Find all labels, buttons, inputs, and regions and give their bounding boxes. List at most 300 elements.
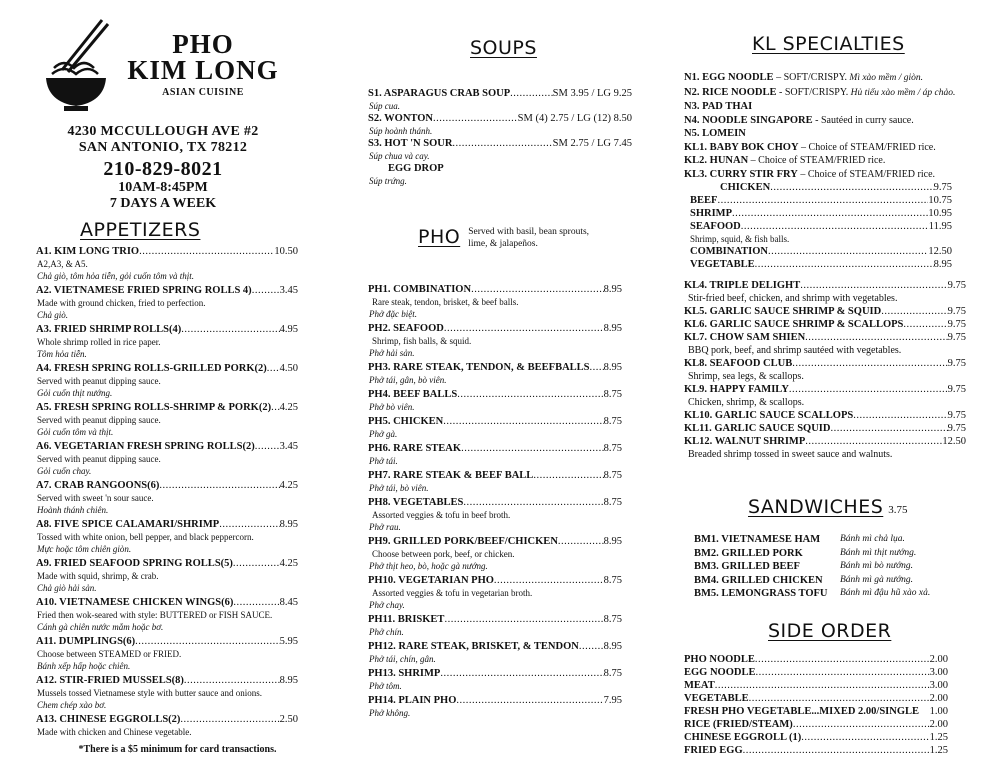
menu-item-row xyxy=(684,194,952,207)
protein-option xyxy=(684,207,966,220)
item-description: – Choice of STEAM/FRIED rice. xyxy=(797,168,936,180)
item-price: 10.95 xyxy=(928,208,952,219)
item-name: PH7. RARE STEAK & BEEF BALL xyxy=(368,470,534,481)
menu-item xyxy=(36,245,298,282)
egg-drop-label: EGG DROP xyxy=(388,163,444,174)
item-name: PH10. VEGETARIAN PHO xyxy=(368,575,494,586)
menu-item-row xyxy=(684,705,948,718)
phone-number: 210-829-8021 xyxy=(103,158,223,180)
menu-item-row xyxy=(36,440,298,453)
item-description: Choose between STEAMED or FRIED. xyxy=(37,649,182,659)
leader-dots xyxy=(558,535,604,548)
item-name: PH11. BRISKET xyxy=(368,614,445,625)
menu-item-row xyxy=(368,361,622,374)
item-price: 1.00 xyxy=(929,706,948,717)
item-vietnamese-name: Phở tôm. xyxy=(369,681,402,691)
menu-item xyxy=(368,613,622,638)
item-vietnamese-name: Bánh mì chả lụa. xyxy=(840,534,905,544)
menu-item xyxy=(36,284,298,321)
item-description: A2,A3, & A5. xyxy=(37,259,88,269)
item-vietnamese-name: Chả giò, tôm hỏa tiễn, gỏi cuốn tôm và thịt. xyxy=(37,271,194,281)
kl-noodle-item xyxy=(684,71,966,86)
menu-item-row xyxy=(368,283,622,296)
item-name: PHO NOODLE xyxy=(684,654,755,665)
menu-item-row xyxy=(684,692,948,705)
menu-item xyxy=(36,362,298,399)
menu-item xyxy=(368,415,622,440)
menu-item-row xyxy=(36,284,298,297)
kl-specialties-list xyxy=(684,71,966,461)
leader-dots xyxy=(715,679,930,692)
menu-item xyxy=(368,694,622,719)
item-price: 8.95 xyxy=(279,675,298,686)
item-price: 1.25 xyxy=(929,745,948,756)
item-name: BM1. VIETNAMESE HAM xyxy=(694,534,821,545)
item-price: 12.50 xyxy=(942,436,966,447)
item-vietnamese-name: Mì xào mềm / giòn. xyxy=(847,73,924,83)
leader-dots xyxy=(233,557,280,570)
item-price: 1.25 xyxy=(929,732,948,743)
item-price: 3.00 xyxy=(929,667,948,678)
menu-item-row xyxy=(36,596,298,609)
leader-dots xyxy=(755,653,930,666)
leader-dots xyxy=(271,401,280,414)
appetizers-list xyxy=(36,245,298,740)
leader-dots xyxy=(768,245,928,258)
menu-item xyxy=(368,640,622,665)
menu-item-row xyxy=(368,496,622,509)
leader-dots xyxy=(494,574,604,587)
item-name: A8. FIVE SPICE CALAMARI/SHRIMP xyxy=(36,519,220,530)
menu-item-row xyxy=(36,635,298,648)
sandwich-item xyxy=(694,533,964,547)
menu-item xyxy=(684,383,966,409)
item-name: PH2. SEAFOOD xyxy=(368,323,444,334)
sandwich-item xyxy=(694,560,964,574)
leader-dots xyxy=(770,181,933,194)
item-name: PH12. RARE STEAK, BRISKET, & TENDON xyxy=(368,641,579,652)
menu-item xyxy=(36,518,298,555)
item-name: N4. NOODLE SINGAPORE xyxy=(684,114,813,126)
menu-item-row xyxy=(36,401,298,414)
item-price: 9.75 xyxy=(947,384,966,395)
item-name: SEAFOOD xyxy=(690,221,741,232)
item-vietnamese-name: Gỏi cuốn tôm và thịt. xyxy=(37,427,114,437)
leader-dots xyxy=(805,435,942,448)
item-price: 9.75 xyxy=(947,410,966,421)
hours: 10AM-8:45PM xyxy=(118,180,208,195)
item-name: S2. WONTON xyxy=(368,113,433,124)
menu-item-row xyxy=(368,442,622,455)
item-name: VEGETABLE xyxy=(684,693,749,704)
item-price: 5.95 xyxy=(279,636,298,647)
leader-dots xyxy=(805,331,947,344)
restaurant-title xyxy=(118,30,288,98)
menu-item xyxy=(368,361,622,386)
pho-note: Served with basil, bean sprouts, lime, & jalapeños. xyxy=(468,227,590,249)
kl-noodle-item xyxy=(684,114,966,128)
menu-item-row xyxy=(684,305,966,318)
item-vietnamese-name: Phở đặc biệt. xyxy=(369,309,418,319)
item-name: PH14. PLAIN PHO xyxy=(368,695,457,706)
leader-dots xyxy=(533,469,603,482)
menu-item-row xyxy=(684,679,948,692)
menu-item-row xyxy=(36,518,298,531)
menu-item-row xyxy=(368,388,622,401)
item-vietnamese-name: Phở rau. xyxy=(369,522,401,532)
menu-item xyxy=(36,596,298,633)
item-description: Served with peanut dipping sauce. xyxy=(37,454,161,464)
subtitle: ASIAN CUISINE xyxy=(162,86,244,98)
leader-dots xyxy=(463,496,603,509)
item-description: Made with squid, shrimp, & crab. xyxy=(37,571,159,581)
kl-noodle-item xyxy=(684,100,966,114)
item-vietnamese-name: Phở tái. xyxy=(369,456,398,466)
leader-dots xyxy=(743,744,930,757)
item-name: PH5. CHICKEN xyxy=(368,416,444,427)
menu-item xyxy=(368,87,632,112)
kl-noodle-item xyxy=(684,168,966,182)
menu-item-row xyxy=(368,415,622,428)
item-name: KL1. BABY BOK CHOY xyxy=(684,141,799,153)
kl-noodle-item xyxy=(684,127,966,141)
menu-item xyxy=(36,440,298,477)
item-description: Made with chicken and Chinese vegetable. xyxy=(37,727,192,737)
item-price: 10.50 xyxy=(274,246,298,257)
menu-item-row xyxy=(368,322,622,335)
address-line1: 4230 MCCULLOUGH AVE #2 xyxy=(67,124,259,139)
item-price: 8.45 xyxy=(279,597,298,608)
item-name: PH13. SHRIMP xyxy=(368,668,441,679)
item-price: 9.75 xyxy=(947,358,966,369)
item-name: KL9. HAPPY FAMILY xyxy=(684,384,789,395)
menu-item-row xyxy=(684,409,966,422)
item-description: Choose between pork, beef, or chicken. xyxy=(372,549,515,559)
menu-item-row xyxy=(368,667,622,680)
logo-bowl-chopsticks-icon xyxy=(40,18,112,118)
item-name: A11. DUMPLINGS(6) xyxy=(36,636,136,647)
item-vietnamese-name: Cánh gà chiên nước mắm hoặc bơ. xyxy=(37,622,164,632)
item-vietnamese-name: Hoành thánh chiên. xyxy=(37,505,109,515)
item-name: KL2. HUNAN xyxy=(684,155,749,166)
item-name: A10. VIETNAMESE CHICKEN WINGS(6) xyxy=(36,597,234,608)
item-vietnamese-name: Bánh mì thịt nướng. xyxy=(840,547,917,558)
leader-dots xyxy=(793,718,930,731)
item-name: A1. KIM LONG TRIO xyxy=(36,246,140,257)
item-vietnamese-name: Bánh mì bò nướng. xyxy=(840,561,914,571)
leader-dots xyxy=(440,667,603,680)
item-description: - Sautéed in curry sauce. xyxy=(812,114,914,126)
pho-heading: PHO xyxy=(418,226,461,248)
item-name: KL3. CURRY STIR FRY xyxy=(684,168,798,180)
item-price: 8.75 xyxy=(603,443,622,454)
item-vietnamese-name: Gỏi cuốn thịt nướng. xyxy=(37,388,113,398)
menu-item-row xyxy=(684,435,966,448)
pho-heading-group xyxy=(418,226,598,250)
menu-item-row xyxy=(36,674,298,687)
item-name: BM5. LEMONGRASS TOFU xyxy=(694,588,828,599)
menu-item xyxy=(36,479,298,516)
leader-dots xyxy=(789,383,948,396)
leader-dots xyxy=(755,666,929,679)
item-name: RICE (FRIED/STEAM) xyxy=(684,719,793,730)
leader-dots xyxy=(159,479,279,492)
item-name: KL4. TRIPLE DELIGHT xyxy=(684,280,801,291)
menu-item-row xyxy=(684,718,948,731)
item-name: BM2. GRILLED PORK xyxy=(694,547,803,559)
item-price: 3.45 xyxy=(279,285,298,296)
item-description: Rare steak, tendon, brisket, & beef balls. xyxy=(372,297,519,307)
side-order-list xyxy=(684,653,948,757)
menu-item xyxy=(36,674,298,711)
days: 7 DAYS A WEEK xyxy=(109,196,217,211)
item-vietnamese-name: Chả giò hải sản. xyxy=(37,583,97,593)
sandwich-item xyxy=(694,547,964,561)
item-name: A4. FRESH SPRING ROLLS-GRILLED PORK(2) xyxy=(36,363,267,374)
item-name: CHICKEN xyxy=(720,182,771,193)
item-vietnamese-name: Bánh xếp hấp hoặc chiên. xyxy=(37,661,131,671)
leader-dots xyxy=(732,207,928,220)
item-name: FRIED EGG xyxy=(684,745,743,756)
menu-item xyxy=(368,137,632,162)
menu-item xyxy=(36,557,298,594)
leader-dots xyxy=(433,112,518,125)
menu-item-row xyxy=(684,181,952,194)
menu-item-row xyxy=(36,713,298,726)
leader-dots xyxy=(471,283,604,296)
kl-noodle-item xyxy=(684,141,966,155)
item-name: A13. CHINESE EGGROLLS(2) xyxy=(36,714,181,725)
menu-item xyxy=(368,496,622,533)
item-price: 3.00 xyxy=(929,680,948,691)
menu-item xyxy=(36,635,298,672)
kl-noodle-item xyxy=(684,154,966,168)
item-name: PH6. RARE STEAK xyxy=(368,443,462,454)
leader-dots xyxy=(252,284,280,297)
item-price: 9.75 xyxy=(947,332,966,343)
leader-dots xyxy=(792,357,947,370)
item-description: Tossed with white onion, bell pepper, and black peppercorn. xyxy=(37,532,254,542)
item-name: A9. FRIED SEAFOOD SPRING ROLLS(5) xyxy=(36,558,233,569)
item-name: A5. FRESH SPRING ROLLS-SHRIMP & PORK(2) xyxy=(36,402,272,413)
item-price: 8.95 xyxy=(603,323,622,334)
item-name: N2. RICE NOODLE xyxy=(684,86,777,98)
item-name: SHRIMP xyxy=(690,208,732,219)
item-name: PH8. VEGETABLES xyxy=(368,497,464,508)
item-name: BM3. GRILLED BEEF xyxy=(694,561,800,572)
protein-option xyxy=(684,181,966,194)
item-description: Fried then wok-seared with style: BUTTERED or FISH SAUCE. xyxy=(37,610,273,620)
leader-dots xyxy=(800,279,947,292)
item-description: Assorted veggies & tofu in beef broth. xyxy=(372,510,511,520)
item-description: Chicken, shrimp, & scallops. xyxy=(688,397,805,408)
item-description: – SOFT/CRISPY. xyxy=(773,72,848,83)
address-line2: SAN ANTONIO, TX 78212 xyxy=(78,140,248,155)
item-vietnamese-name: Phở gà. xyxy=(369,429,398,439)
item-name: KL7. CHOW SAM SHIEN xyxy=(684,332,806,343)
soups-heading: SOUPS xyxy=(470,37,537,59)
leader-dots xyxy=(853,409,947,422)
item-name: VEGETABLE xyxy=(690,259,755,270)
item-price: 8.95 xyxy=(279,519,298,530)
item-price: 4.25 xyxy=(279,558,298,569)
item-price: 8.95 xyxy=(933,259,952,270)
item-name: A7. CRAB RANGOONS(6) xyxy=(36,480,160,491)
kl-specialties-heading: KL SPECIALTIES xyxy=(752,33,905,55)
leader-dots xyxy=(457,388,603,401)
item-description: Shrimp, sea legs, & scallops. xyxy=(688,371,804,382)
item-vietnamese-name: Phở tái, bò viên. xyxy=(369,483,429,493)
egg-drop-viet: Súp trứng. xyxy=(369,176,407,186)
item-description: Served with sweet 'n sour sauce. xyxy=(37,493,154,503)
leader-dots xyxy=(255,440,280,453)
item-name: KL12. WALNUT SHRIMP xyxy=(684,436,806,447)
menu-item-row xyxy=(684,653,948,666)
menu-item xyxy=(368,667,622,692)
item-price: 8.75 xyxy=(603,389,622,400)
item-name: BEEF xyxy=(690,195,718,206)
item-vietnamese-name: Phở chay. xyxy=(369,600,405,610)
item-name: PH1. COMBINATION xyxy=(368,284,472,295)
item-description: - SOFT/CRISPY. xyxy=(776,86,849,98)
leader-dots xyxy=(184,674,280,687)
menu-item-row xyxy=(684,666,948,679)
item-name: S1. ASPARAGUS CRAB SOUP xyxy=(368,88,511,99)
title-line2: KIM LONG xyxy=(127,55,279,86)
item-name: KL11. GARLIC SAUCE SQUID xyxy=(684,423,831,434)
item-vietnamese-name: Phở thịt heo, bò, hoặc gà nướng. xyxy=(369,561,488,571)
kl-noodle-item xyxy=(684,86,966,101)
menu-item-row xyxy=(36,323,298,336)
protein-option xyxy=(684,194,966,207)
item-price: 8.75 xyxy=(603,614,622,625)
item-price: 12.50 xyxy=(928,246,952,257)
sandwich-item xyxy=(694,587,964,601)
leader-dots xyxy=(903,318,947,331)
menu-item xyxy=(684,409,966,422)
item-vietnamese-name: Chem chép xào bơ. xyxy=(37,700,107,710)
item-name: N3. PAD THAI xyxy=(684,101,753,112)
menu-item xyxy=(684,305,966,318)
item-name: COMBINATION xyxy=(690,246,768,257)
menu-item-row xyxy=(684,331,966,344)
leader-dots xyxy=(579,640,604,653)
item-price: 8.95 xyxy=(603,536,622,547)
item-name: KL10. GARLIC SAUCE SCALLOPS xyxy=(684,410,854,421)
leader-dots xyxy=(135,635,279,648)
contact-info xyxy=(58,124,268,212)
item-price: SM (4) 2.75 / LG (12) 8.50 xyxy=(517,113,632,124)
menu-item xyxy=(684,357,966,383)
item-description: Shrimp, squid, & fish balls. xyxy=(690,234,790,244)
leader-dots xyxy=(139,245,274,258)
leader-dots xyxy=(233,596,279,609)
item-price: 8.95 xyxy=(603,284,622,295)
leader-dots xyxy=(881,305,947,318)
menu-item-row xyxy=(36,245,298,258)
item-price: 2.00 xyxy=(929,719,948,730)
item-name: FRESH PHO VEGETABLE...MIXED 2.00/SINGLE xyxy=(684,706,920,717)
item-description: Made with ground chicken, fried to perfection. xyxy=(37,298,206,308)
leader-dots xyxy=(830,422,947,435)
item-price: 11.95 xyxy=(928,221,952,232)
item-price: 9.75 xyxy=(947,423,966,434)
item-price: 8.95 xyxy=(603,641,622,652)
item-description: – Choice of STEAM/FRIED rice. xyxy=(748,155,886,166)
menu-item-row xyxy=(684,383,966,396)
leader-dots xyxy=(749,692,930,705)
item-vietnamese-name: Bánh mì đậu hũ xào xả. xyxy=(840,588,931,598)
item-vietnamese-name: Tôm hỏa tiễn. xyxy=(37,349,87,359)
menu-item-row xyxy=(368,469,622,482)
item-name: KL5. GARLIC SAUCE SHRIMP & SQUID xyxy=(684,306,882,317)
item-vietnamese-name: Gỏi cuốn chay. xyxy=(37,466,92,476)
menu-item-row xyxy=(368,137,632,150)
menu-item-row xyxy=(368,640,622,653)
menu-item-row xyxy=(684,220,952,233)
item-name: MEAT xyxy=(684,680,715,691)
card-minimum-note: *There is a $5 minimum for card transactions. xyxy=(78,744,277,755)
item-price: 4.25 xyxy=(279,480,298,491)
menu-item xyxy=(368,535,622,572)
item-vietnamese-name: Chả giò. xyxy=(37,310,69,320)
item-price: 8.75 xyxy=(603,416,622,427)
item-name: N1. EGG NOODLE xyxy=(684,72,774,83)
menu-item xyxy=(684,318,966,331)
item-vietnamese-name: Bánh mì gà nướng. xyxy=(840,574,914,585)
menu-item-row xyxy=(368,87,632,100)
item-name: A12. STIR-FRIED MUSSELS(8) xyxy=(36,675,184,686)
item-name: PH9. GRILLED PORK/BEEF/CHICKEN xyxy=(368,536,558,547)
item-name: PH4. BEEF BALLS xyxy=(368,389,458,400)
item-price: 8.75 xyxy=(603,497,622,508)
item-vietnamese-name: Phở tái, gân, bò viên. xyxy=(369,375,447,385)
item-description: Assorted veggies & tofu in vegetarian broth. xyxy=(372,588,533,598)
item-price: SM 2.75 / LG 7.45 xyxy=(552,138,632,149)
menu-item xyxy=(368,283,622,320)
item-price: 8.75 xyxy=(603,470,622,481)
item-price: 2.00 xyxy=(929,654,948,665)
item-name: N5. LOMEIN xyxy=(684,128,746,139)
menu-item xyxy=(684,279,966,305)
item-price: 4.95 xyxy=(279,324,298,335)
leader-dots xyxy=(456,694,603,707)
item-price: SM 3.95 / LG 9.25 xyxy=(552,88,632,99)
menu-item xyxy=(368,469,622,494)
menu-item-row xyxy=(368,613,622,626)
menu-item-row xyxy=(368,694,622,707)
leader-dots xyxy=(510,87,552,100)
leader-dots xyxy=(444,322,604,335)
item-price: 4.50 xyxy=(279,363,298,374)
item-description: Shrimp, fish balls, & squid. xyxy=(372,336,472,346)
protein-option xyxy=(684,258,966,271)
leader-dots xyxy=(755,258,934,271)
item-name: A6. VEGETARIAN FRESH SPRING ROLLS(2) xyxy=(36,441,255,452)
leader-dots xyxy=(180,713,279,726)
menu-item xyxy=(684,331,966,357)
menu-item-row xyxy=(684,258,952,271)
menu-item-row xyxy=(36,362,298,375)
menu-item-row xyxy=(368,535,622,548)
item-name: PH3. RARE STEAK, TENDON, & BEEFBALLS xyxy=(368,362,590,373)
menu-item-row xyxy=(684,731,948,744)
item-description: Served with peanut dipping sauce. xyxy=(37,376,161,386)
leader-dots xyxy=(452,137,552,150)
leader-dots xyxy=(741,220,929,233)
menu-item-row xyxy=(684,318,966,331)
item-description: Stir-fried beef, chicken, and shrimp with vegetables. xyxy=(688,293,898,304)
